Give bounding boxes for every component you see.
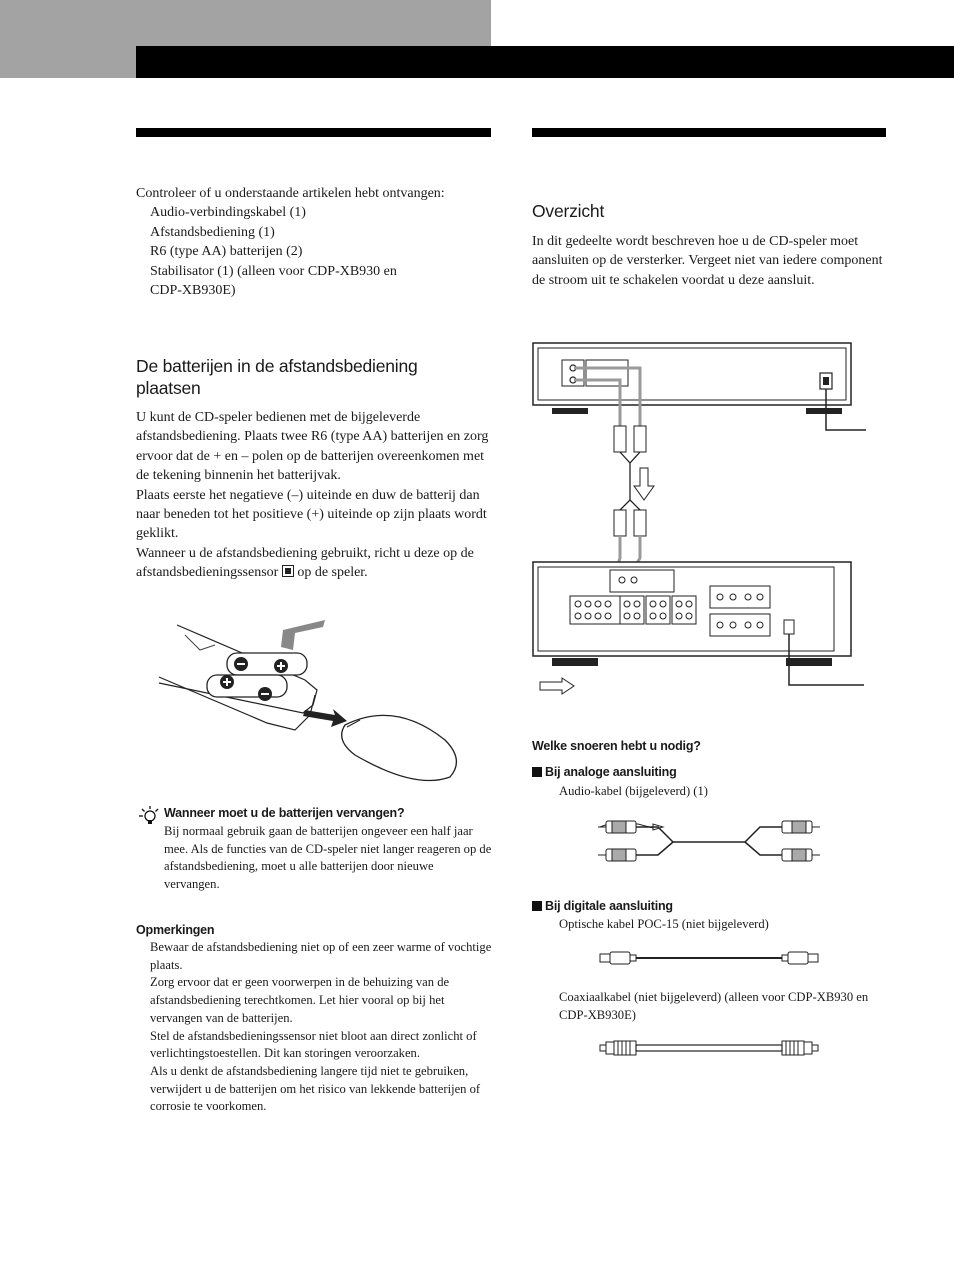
- batteries-heading: De batterijen in de afstandsbediening plaatsen: [136, 356, 418, 398]
- lid-arrow-icon: [303, 709, 347, 727]
- connection-diagram: [530, 338, 870, 698]
- coax-cable-label: Coaxiaalkabel (niet bijgeleverd) (alleen voor CDP-XB930 en CDP-XB930E): [559, 990, 869, 1022]
- cords-title: Welke snoeren hebt u nodig?: [532, 739, 701, 753]
- signal-flow-arrow-icon: [540, 678, 574, 694]
- square-bullet-icon: [532, 901, 542, 911]
- intro-item: Afstandsbediening (1): [150, 224, 275, 240]
- coax-cable-illustration: [598, 1038, 820, 1058]
- audio-cable-illustration: [598, 814, 820, 866]
- right-section-rule: [532, 128, 886, 137]
- intro-block: [136, 184, 496, 300]
- square-bullet-icon: [532, 767, 542, 777]
- insert-arrow-icon: [281, 620, 325, 650]
- intro-item: R6 (type AA) batterijen (2): [150, 244, 303, 260]
- remote-sensor-icon: [282, 565, 294, 577]
- optical-cable-illustration: [598, 948, 820, 968]
- battery-lid: [342, 715, 457, 780]
- overview-heading: Overzicht: [532, 201, 605, 221]
- batteries-paragraph-3: Wanneer u de afstandsbediening gebruikt, richt u deze op de afstandsbedieningssensor op de speler.: [136, 545, 474, 581]
- intro-text: Controleer of u onderstaande artikelen hebt ontvangen:: [136, 186, 445, 201]
- tip-bulb-icon: [138, 804, 160, 826]
- digital-title: Bij digitale aansluiting: [532, 899, 673, 913]
- signal-arrow-icon: [634, 468, 654, 500]
- amplifier-rear: [533, 562, 851, 666]
- notes-title: Opmerkingen: [136, 923, 215, 937]
- tip-text: Bij normaal gebruik gaan de batterijen ongeveer een half jaar mee. Als de functies van de CD-speler niet langer reageren op de afstandsbediening, moet u alle batterijen door nieuwe vervangen.: [164, 824, 492, 892]
- batteries-body: [136, 408, 492, 583]
- tip-title: Wanneer moet u de batterijen vervangen?: [164, 806, 405, 820]
- battery-1: [227, 653, 307, 675]
- batteries-paragraph-1: U kunt de CD-speler bedienen met de bijgeleverde afstandsbediening. Plaats twee R6 (type AA) batterijen en zorg ervoor dat de + en – polen op de batterijen overeenkomen met de tekening binnenin het batterijvak.: [136, 410, 489, 484]
- note-item: Als u denkt de afstandsbediening langere tijd niet te gebruiken, verwijdert u de batterijen om het risico van lekkende batterijen of corrosie te voorkomen.: [150, 1063, 481, 1114]
- intro-item: Stabilisator (1) (alleen voor CDP-XB930 en CDP-XB930E): [150, 263, 397, 299]
- note-item: Zorg ervoor dat er geen voorwerpen in de behuizing van de afstandsbediening terechtkomen. Let hier vooral op bij het vervangen van de batterijen.: [150, 975, 450, 1025]
- analog-cable-label: Audio-kabel (bijgeleverd) (1): [559, 784, 708, 798]
- intro-item: Audio-verbindingskabel (1): [150, 205, 306, 221]
- rca-plug-lower: [614, 510, 646, 536]
- header-black-bar: [136, 46, 954, 78]
- remote-battery-illustration: [155, 615, 470, 790]
- analog-title: Bij analoge aansluiting: [532, 765, 677, 779]
- note-item: Bewaar de afstandsbediening niet op of een zeer warme of vochtige plaats.: [150, 940, 492, 972]
- overview-text: In dit gedeelte wordt beschreven hoe u de CD-speler moet aansluiten op de versterker. Vergeet niet van iedere component de stroom uit te schakelen voordat u deze aansluit.: [532, 234, 883, 288]
- note-item: Stel de afstandsbedieningssensor niet bloot aan direct zonlicht of verlichtingstoestellen. Dit kan storingen veroorzaken.: [150, 1028, 477, 1061]
- batteries-paragraph-2: Plaats eerste het negatieve (–) uiteinde en duw de batterij dan naar beneden tot het positieve (+) uiteinde op zijn plaats wordt geklikt.: [136, 487, 487, 542]
- battery-2: [207, 675, 287, 701]
- left-section-rule: [136, 128, 491, 137]
- optical-cable-label: Optische kabel POC-15 (niet bijgeleverd): [559, 917, 769, 931]
- rca-plug-upper: [614, 426, 646, 452]
- notes-list: [150, 939, 494, 1116]
